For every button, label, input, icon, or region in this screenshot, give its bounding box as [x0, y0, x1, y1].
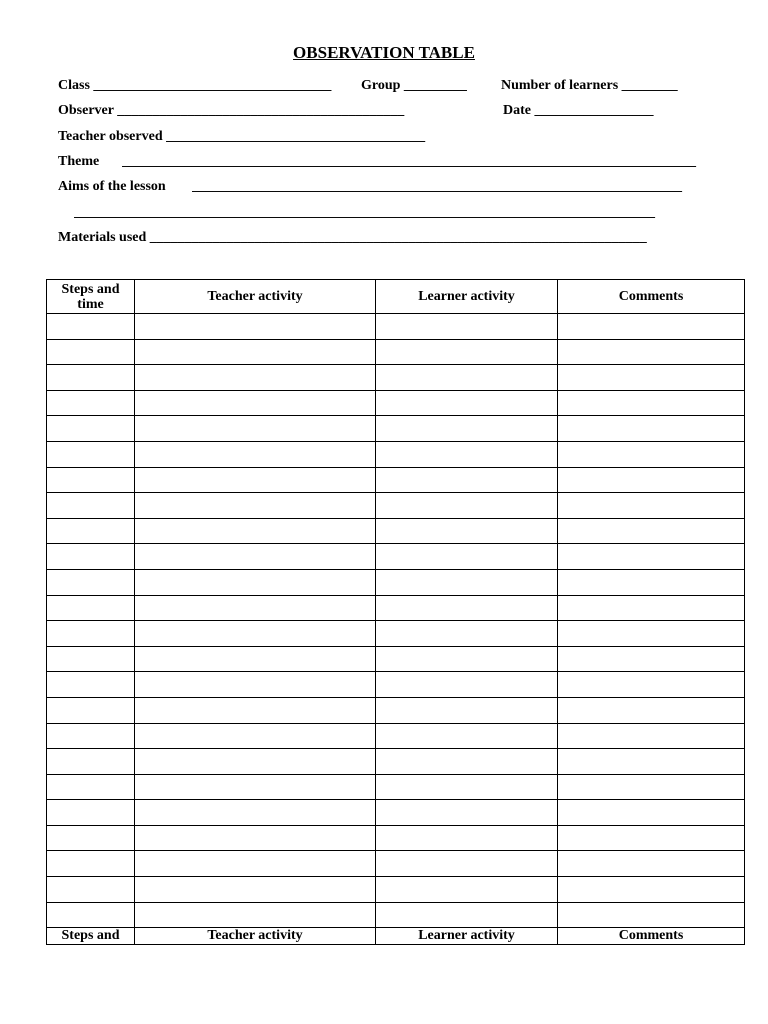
header-teacher-activity: Teacher activity — [135, 280, 376, 314]
table-row — [47, 544, 745, 570]
number-of-learners-field[interactable]: Number of learners ________ — [501, 78, 678, 93]
table-cell[interactable] — [47, 441, 135, 467]
table-cell[interactable] — [47, 877, 135, 903]
table-row — [47, 825, 745, 851]
table-row — [47, 595, 745, 621]
table-cell[interactable] — [376, 365, 558, 391]
table-cell[interactable] — [135, 621, 376, 647]
table-cell[interactable] — [47, 467, 135, 493]
table-cell[interactable] — [558, 697, 745, 723]
table-cell[interactable] — [47, 339, 135, 365]
table-cell[interactable] — [47, 518, 135, 544]
table-cell[interactable] — [558, 493, 745, 519]
table-cell[interactable] — [47, 493, 135, 519]
table-footer-row — [47, 928, 745, 945]
table-cell[interactable] — [376, 390, 558, 416]
table-cell[interactable] — [47, 749, 135, 775]
table-cell[interactable] — [135, 365, 376, 391]
table-cell[interactable] — [135, 467, 376, 493]
header-comments: Comments — [558, 280, 745, 314]
theme-field[interactable]: __________________________________________________________________________________ — [122, 154, 696, 169]
table-cell[interactable] — [47, 314, 135, 340]
table-cell[interactable] — [558, 621, 745, 647]
table-cell[interactable] — [47, 646, 135, 672]
table-cell[interactable] — [135, 672, 376, 698]
table-cell[interactable] — [47, 544, 135, 570]
date-field[interactable]: Date _________________ — [503, 103, 654, 118]
table-cell[interactable] — [135, 774, 376, 800]
table-cell[interactable] — [376, 902, 558, 928]
table-cell[interactable] — [47, 390, 135, 416]
table-cell[interactable] — [376, 467, 558, 493]
table-cell[interactable] — [558, 902, 745, 928]
footer-steps-and: Steps and — [47, 928, 135, 945]
table-cell[interactable] — [135, 569, 376, 595]
table-cell[interactable] — [376, 544, 558, 570]
footer-learner-activity: Learner activity — [376, 928, 558, 945]
table-cell[interactable] — [558, 569, 745, 595]
table-row — [47, 493, 745, 519]
table-cell[interactable] — [135, 825, 376, 851]
table-row — [47, 416, 745, 442]
table-row — [47, 851, 745, 877]
group-field[interactable]: Group _________ — [361, 78, 467, 93]
table-cell[interactable] — [558, 723, 745, 749]
theme-label: Theme — [58, 154, 100, 169]
table-cell[interactable] — [376, 774, 558, 800]
table-cell[interactable] — [376, 314, 558, 340]
table-cell[interactable] — [376, 825, 558, 851]
table-cell[interactable] — [376, 595, 558, 621]
table-cell[interactable] — [558, 314, 745, 340]
table-row — [47, 467, 745, 493]
table-cell[interactable] — [135, 518, 376, 544]
table-cell[interactable] — [376, 518, 558, 544]
table-cell[interactable] — [135, 723, 376, 749]
table-cell[interactable] — [47, 416, 135, 442]
aims-field[interactable]: ______________________________________________________________________ — [192, 179, 682, 194]
table-cell[interactable] — [558, 416, 745, 442]
table-cell[interactable] — [135, 314, 376, 340]
table-cell[interactable] — [135, 697, 376, 723]
table-cell[interactable] — [558, 518, 745, 544]
table-row — [47, 621, 745, 647]
table-cell[interactable] — [47, 825, 135, 851]
table-cell[interactable] — [376, 646, 558, 672]
table-cell[interactable] — [558, 390, 745, 416]
table-header-row — [47, 280, 745, 314]
table-cell[interactable] — [376, 493, 558, 519]
footer-teacher-activity: Teacher activity — [135, 928, 376, 945]
table-cell[interactable] — [47, 723, 135, 749]
table-cell[interactable] — [558, 646, 745, 672]
table-cell[interactable] — [376, 800, 558, 826]
observation-table — [46, 279, 745, 945]
table-cell[interactable] — [558, 877, 745, 903]
table-cell[interactable] — [135, 441, 376, 467]
table-cell[interactable] — [135, 800, 376, 826]
table-row — [47, 646, 745, 672]
aims-field-continued[interactable]: ___________________________________________________________________________________ — [74, 205, 655, 220]
table-row — [47, 902, 745, 928]
table-row — [47, 800, 745, 826]
table-cell[interactable] — [135, 544, 376, 570]
table-cell[interactable] — [558, 851, 745, 877]
table-cell[interactable] — [376, 441, 558, 467]
class-field[interactable]: Class __________________________________ — [58, 78, 332, 93]
table-cell[interactable] — [135, 851, 376, 877]
table-row — [47, 749, 745, 775]
observer-field[interactable]: Observer _________________________________________ — [58, 103, 405, 118]
table-row — [47, 441, 745, 467]
table-cell[interactable] — [558, 441, 745, 467]
table-cell[interactable] — [47, 774, 135, 800]
table-cell[interactable] — [376, 339, 558, 365]
table-cell[interactable] — [135, 646, 376, 672]
table-cell[interactable] — [376, 416, 558, 442]
table-cell[interactable] — [47, 902, 135, 928]
table-row — [47, 390, 745, 416]
table-cell[interactable] — [558, 467, 745, 493]
table-cell[interactable] — [47, 672, 135, 698]
table-cell[interactable] — [47, 851, 135, 877]
header-learner-activity: Learner activity — [376, 280, 558, 314]
table-cell[interactable] — [376, 749, 558, 775]
table-cell[interactable] — [47, 595, 135, 621]
table-cell[interactable] — [558, 749, 745, 775]
table-cell[interactable] — [558, 672, 745, 698]
table-cell[interactable] — [135, 390, 376, 416]
table-cell[interactable] — [376, 697, 558, 723]
table-cell[interactable] — [47, 569, 135, 595]
table-cell[interactable] — [135, 595, 376, 621]
table-cell[interactable] — [376, 851, 558, 877]
table-row — [47, 774, 745, 800]
table-row — [47, 723, 745, 749]
table-cell[interactable] — [558, 774, 745, 800]
table-cell[interactable] — [558, 365, 745, 391]
table-cell[interactable] — [135, 416, 376, 442]
table-row — [47, 697, 745, 723]
table-row — [47, 569, 745, 595]
table-cell[interactable] — [376, 877, 558, 903]
table-cell[interactable] — [558, 339, 745, 365]
materials-used-field[interactable]: Materials used _______________________________________________________________________ — [58, 230, 647, 245]
table-row — [47, 672, 745, 698]
table-cell[interactable] — [558, 825, 745, 851]
table-row — [47, 339, 745, 365]
table-body — [47, 314, 745, 928]
table-row — [47, 314, 745, 340]
table-cell[interactable] — [558, 544, 745, 570]
table-cell[interactable] — [47, 621, 135, 647]
teacher-observed-field[interactable]: Teacher observed _____________________________________ — [58, 129, 426, 144]
header-steps-and-time: Steps and time — [47, 280, 135, 314]
table-cell[interactable] — [47, 365, 135, 391]
page-title: OBSERVATION TABLE — [293, 43, 475, 62]
table-cell[interactable] — [376, 723, 558, 749]
table-row — [47, 365, 745, 391]
table-cell[interactable] — [376, 672, 558, 698]
table-row — [47, 518, 745, 544]
table-row — [47, 877, 745, 903]
footer-comments: Comments — [558, 928, 745, 945]
table-cell[interactable] — [47, 697, 135, 723]
table-cell[interactable] — [135, 749, 376, 775]
table-cell[interactable] — [558, 595, 745, 621]
table-cell[interactable] — [135, 493, 376, 519]
table-cell[interactable] — [376, 569, 558, 595]
table-cell[interactable] — [135, 877, 376, 903]
table-cell[interactable] — [558, 800, 745, 826]
table-cell[interactable] — [135, 339, 376, 365]
table-cell[interactable] — [47, 800, 135, 826]
aims-label: Aims of the lesson — [58, 179, 166, 194]
table-cell[interactable] — [376, 621, 558, 647]
table-cell[interactable] — [135, 902, 376, 928]
